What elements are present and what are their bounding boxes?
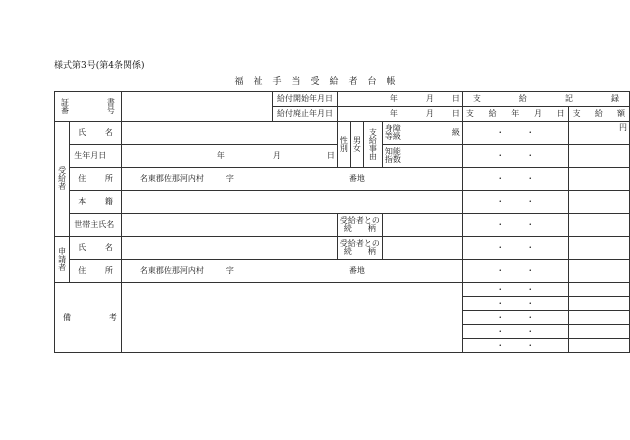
month-label: 月 [425,94,434,103]
applicant-name-label [70,237,122,260]
recipient-relation-field[interactable] [382,214,462,237]
label-char: 支 [472,94,481,103]
birth-date-field[interactable] [121,145,337,168]
form-number: 様式第3号(第4条関係) [54,61,145,71]
label-char: 名 [104,243,113,252]
label-char: 請 [58,254,67,264]
grade-label: 等級 [384,132,401,141]
label-char: 籍 [104,197,113,206]
recipient-relation-label [337,214,382,237]
payment-date-cell[interactable] [462,237,568,260]
payment-amount-header [568,107,629,122]
payment-date-cell[interactable] [462,214,568,237]
yen-unit: 円 [619,123,627,132]
year-label: 年 [216,151,225,160]
relation-label: 受給者との [339,215,380,225]
dot: ・ [526,340,535,350]
label-char: 記 [564,94,573,103]
day-label: 日 [451,94,460,103]
certificate-number-field[interactable] [121,92,272,122]
banchi-label: 番地 [348,174,365,183]
label-char: 別 [339,143,348,153]
month-label: 月 [272,151,281,160]
dot: ・ [496,312,505,322]
label-char: 氏 [78,243,87,252]
dot: ・ [496,298,505,308]
householder-field[interactable] [121,214,337,237]
label-char: 所 [104,174,113,183]
label-char: 支 [572,109,581,118]
title-char: 福 [234,77,244,87]
sex-label [337,122,350,168]
label-char: 性 [339,135,348,145]
applicant-relation-label [337,237,382,260]
remarks-label [55,283,122,353]
title-char: 当 [291,77,301,87]
dot: ・ [496,326,505,336]
payment-amount-cell[interactable] [568,325,629,339]
birth-date-label: 生年月日 [70,145,122,168]
label-char: 録 [610,94,619,103]
label-char: 年 [511,109,520,118]
label-char: 受 [58,166,67,175]
label-char: 考 [108,312,117,322]
payment-amount-cell[interactable] [568,191,629,214]
disability-grade[interactable] [382,122,462,145]
payment-amount-cell[interactable] [568,260,629,283]
payment-amount-cell[interactable] [568,122,629,145]
label-char: 者 [58,262,67,272]
payment-date-cell[interactable] [462,325,568,339]
payment-amount-cell[interactable] [568,339,629,353]
sex-options[interactable] [350,122,363,168]
dot: ・ [526,128,535,137]
payment-date-cell[interactable] [462,145,568,168]
female-option[interactable]: 女 [352,143,361,153]
label-char: 給 [488,109,497,118]
label-char: 者 [58,182,67,191]
dot: ・ [496,197,505,206]
title-char: 手 [272,77,282,87]
title-char: 台 [367,77,377,87]
label-char: 日 [556,109,565,118]
year-label: 年 [389,109,398,118]
dot: ・ [526,298,535,308]
dot: ・ [526,326,535,336]
dot: ・ [496,340,505,350]
label-char: 支 [368,127,377,137]
intellect-label: 知能 [384,146,401,156]
payment-reason-label [363,122,382,168]
male-option[interactable]: 男 [352,135,361,145]
start-date-label: 給付開始年月日 [273,92,338,107]
relation-label: 続 柄 [343,224,376,233]
grade-unit: 級 [451,128,460,137]
dot: ・ [526,266,535,275]
label-char: 額 [616,109,625,118]
payment-amount-cell[interactable] [568,297,629,311]
title-char: 帳 [386,77,396,87]
payment-record-header [462,92,629,107]
title-char: 受 [310,77,320,87]
applicant-name-field[interactable] [121,237,337,260]
label-char: 給 [58,174,67,183]
index-label: 指数 [384,155,401,164]
address-prefix: 名東郡佐那河内村 [139,266,204,275]
relation-label: 受給者との [339,238,380,248]
payment-date-cell[interactable] [462,122,568,145]
label-char: 氏 [78,128,87,137]
label-char: 月 [533,109,542,118]
label-char: 号 [106,105,115,115]
title-char: 者 [348,77,358,87]
aza-label: 字 [225,266,234,275]
disability-label: 身障 [384,123,401,133]
aza-label: 字 [225,174,234,183]
month-label: 月 [425,109,434,118]
dot: ・ [526,197,535,206]
end-date-field[interactable] [337,107,462,122]
title-char: 祉 [253,77,263,87]
dot: ・ [526,151,535,160]
label-char: 書 [106,97,115,107]
end-date-label: 給付廃止年月日 [273,107,338,122]
recipient-name-label [70,122,122,145]
dot: ・ [496,243,505,252]
domicile-field[interactable] [121,191,462,214]
label-char: 本 [78,197,87,206]
day-label: 日 [451,109,460,118]
label-char: 事 [368,143,377,153]
payment-date-cell[interactable] [462,339,568,353]
recipient-section-label [55,122,70,237]
label-char: 由 [368,151,377,161]
applicant-address-field[interactable] [121,260,462,283]
label-char: 申 [58,246,67,256]
payment-date-cell[interactable] [462,283,568,297]
label-char: 番 [61,105,69,115]
label-char: 給 [594,109,603,118]
dot: ・ [496,174,505,183]
start-date-field[interactable] [337,92,462,107]
label-char: 証 [61,97,69,107]
payment-date-cell[interactable] [462,260,568,283]
label-char: 住 [78,174,87,183]
payment-date-cell[interactable] [462,191,568,214]
payment-date-header [462,107,568,122]
payment-date-cell[interactable] [462,297,568,311]
recipient-address-label [70,168,122,191]
domicile-label [70,191,122,214]
dot: ・ [496,220,505,229]
address-prefix: 名東郡佐那河内村 [139,174,204,183]
payment-amount-cell[interactable] [568,283,629,297]
intelligence-index[interactable] [382,145,462,168]
label-char: 住 [78,266,87,275]
dot: ・ [496,266,505,275]
payment-amount-cell[interactable] [568,214,629,237]
payment-amount-cell[interactable] [568,145,629,168]
day-label: 日 [326,151,335,160]
label-char: 所 [104,266,113,275]
document-title [0,74,630,87]
dot: ・ [496,151,505,160]
dot: ・ [526,220,535,229]
dot: ・ [526,174,535,183]
dot: ・ [526,284,535,294]
banchi-label: 番地 [348,266,365,275]
label-char: 支 [465,109,474,118]
label-char: 備 [63,312,71,322]
title-char: 給 [329,77,339,87]
payment-amount-cell[interactable] [568,168,629,191]
recipient-address-field[interactable] [121,168,462,191]
certificate-number-label [55,92,122,122]
applicant-address-label [70,260,122,283]
ledger-form [54,91,630,353]
label-char: 名 [104,128,113,137]
dot: ・ [526,312,535,322]
applicant-relation-field[interactable] [382,237,462,260]
relation-label: 続 柄 [343,247,376,256]
payment-amount-cell[interactable] [568,311,629,325]
year-label: 年 [389,94,398,103]
payment-date-cell[interactable] [462,168,568,191]
householder-label: 世帯主氏名 [70,214,122,237]
label-char: 給 [368,135,377,145]
dot: ・ [496,284,505,294]
recipient-name-field[interactable] [121,122,337,145]
dot: ・ [496,128,505,137]
remarks-field[interactable] [121,283,462,353]
applicant-section-label [55,237,70,283]
payment-amount-cell[interactable] [568,237,629,260]
dot: ・ [526,243,535,252]
payment-date-cell[interactable] [462,311,568,325]
label-char: 給 [518,94,527,103]
